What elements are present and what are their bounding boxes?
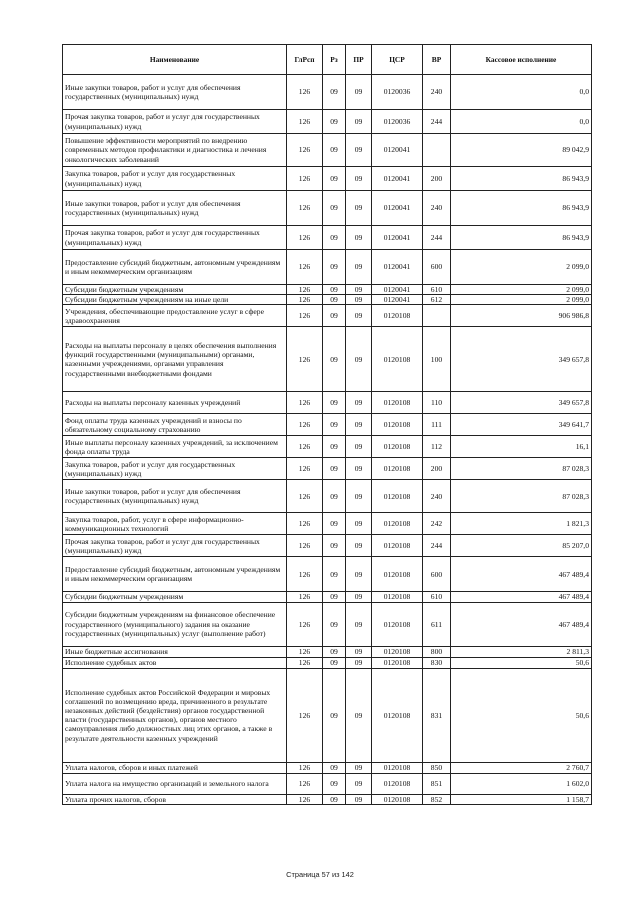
cell-amount: 1 158,7: [451, 794, 592, 804]
header-csr: ЦСР: [372, 45, 423, 75]
cell-rz: 09: [323, 134, 346, 167]
cell-rz: 09: [323, 327, 346, 392]
cell-amount: 349 657,8: [451, 392, 592, 414]
cell-glrsp: 126: [287, 110, 323, 134]
cell-pr: 09: [346, 191, 372, 226]
header-amount: Кассовое исполнение: [451, 45, 592, 75]
cell-name: Фонд оплаты труда казенных учреждений и взносы по обязательному социальному страхованию: [63, 414, 287, 436]
cell-glrsp: 126: [287, 557, 323, 592]
cell-glrsp: 126: [287, 167, 323, 191]
cell-vr: 610: [423, 592, 451, 602]
header-pr: ПР: [346, 45, 372, 75]
cell-vr: 244: [423, 535, 451, 557]
cell-glrsp: 126: [287, 794, 323, 804]
cell-vr: 611: [423, 602, 451, 646]
cell-csr: 0120108: [372, 557, 423, 592]
table-row: [63, 134, 592, 167]
cell-rz: 09: [323, 668, 346, 762]
cell-amount: 86 943,9: [451, 167, 592, 191]
table-row: [63, 668, 592, 762]
cell-vr: 600: [423, 557, 451, 592]
cell-amount: 467 489,4: [451, 557, 592, 592]
cell-vr: 600: [423, 250, 451, 285]
cell-pr: 09: [346, 226, 372, 250]
table-row: [63, 657, 592, 668]
cell-csr: 0120041: [372, 134, 423, 167]
cell-vr: 200: [423, 167, 451, 191]
cell-name: Закупка товаров, работ, услуг в сфере информационно-коммуникационных технологий: [63, 513, 287, 535]
cell-amount: 16,1: [451, 436, 592, 458]
table-row: [63, 392, 592, 414]
cell-name: Иные выплаты персоналу казенных учреждений, за исключением фонда оплаты труда: [63, 436, 287, 458]
cell-amount: 1 821,3: [451, 513, 592, 535]
cell-vr: 612: [423, 295, 451, 305]
cell-amount: 467 489,4: [451, 602, 592, 646]
cell-csr: 0120108: [372, 392, 423, 414]
cell-csr: 0120041: [372, 295, 423, 305]
cell-glrsp: 126: [287, 134, 323, 167]
cell-csr: 0120108: [372, 657, 423, 668]
cell-glrsp: 126: [287, 535, 323, 557]
cell-pr: 09: [346, 557, 372, 592]
cell-rz: 09: [323, 295, 346, 305]
cell-pr: 09: [346, 535, 372, 557]
cell-rz: 09: [323, 414, 346, 436]
cell-name: Иные бюджетные ассигнования: [63, 646, 287, 657]
cell-amount: 87 028,3: [451, 458, 592, 480]
cell-csr: 0120041: [372, 226, 423, 250]
cell-name: Предоставление субсидий бюджетным, автономным учреждениям и иным некоммерческим организациям: [63, 557, 287, 592]
cell-rz: 09: [323, 226, 346, 250]
cell-csr: 0120108: [372, 414, 423, 436]
cell-name: Уплата налога на имущество организаций и земельного налога: [63, 773, 287, 794]
cell-name: Субсидии бюджетным учреждениям: [63, 592, 287, 602]
table-row: [63, 250, 592, 285]
cell-pr: 09: [346, 592, 372, 602]
table-row: [63, 327, 592, 392]
cell-glrsp: 126: [287, 305, 323, 327]
cell-glrsp: 126: [287, 414, 323, 436]
cell-pr: 09: [346, 773, 372, 794]
cell-glrsp: 126: [287, 480, 323, 513]
cell-csr: 0120108: [372, 305, 423, 327]
cell-rz: 09: [323, 305, 346, 327]
cell-name: Расходы на выплаты персоналу в целях обеспечения выполнения функций государственными (муниципальными) органами, казенными учреждениями, органами управления государственными внебюджетными фондами: [63, 327, 287, 392]
cell-amount: 50,6: [451, 668, 592, 762]
cell-rz: 09: [323, 762, 346, 773]
cell-name: Прочая закупка товаров, работ и услуг для государственных (муниципальных) нужд: [63, 110, 287, 134]
cell-pr: 09: [346, 602, 372, 646]
cell-vr: 240: [423, 480, 451, 513]
table-row: [63, 285, 592, 295]
cell-csr: 0120108: [372, 668, 423, 762]
table-body: [63, 75, 592, 805]
cell-pr: 09: [346, 250, 372, 285]
cell-pr: 09: [346, 75, 372, 110]
cell-glrsp: 126: [287, 75, 323, 110]
cell-amount: 906 986,8: [451, 305, 592, 327]
cell-vr: [423, 305, 451, 327]
cell-vr: [423, 134, 451, 167]
cell-rz: 09: [323, 110, 346, 134]
cell-amount: 2 099,0: [451, 285, 592, 295]
page-number: Страница 57 из 142: [286, 870, 354, 879]
cell-name: Субсидии бюджетным учреждениям: [63, 285, 287, 295]
table-row: [63, 513, 592, 535]
cell-vr: 200: [423, 458, 451, 480]
cell-csr: 0120036: [372, 75, 423, 110]
cell-rz: 09: [323, 75, 346, 110]
cell-csr: 0120108: [372, 794, 423, 804]
cell-vr: 800: [423, 646, 451, 657]
cell-csr: 0120108: [372, 592, 423, 602]
table-row: [63, 436, 592, 458]
cell-glrsp: 126: [287, 191, 323, 226]
cell-glrsp: 126: [287, 250, 323, 285]
table-row: [63, 592, 592, 602]
table-row: [63, 458, 592, 480]
cell-pr: 09: [346, 305, 372, 327]
table-row: [63, 75, 592, 110]
cell-amount: 0,0: [451, 110, 592, 134]
cell-vr: 240: [423, 191, 451, 226]
cell-rz: 09: [323, 436, 346, 458]
cell-amount: 89 042,9: [451, 134, 592, 167]
table-header-row: [63, 45, 592, 75]
cell-vr: 244: [423, 226, 451, 250]
cell-pr: 09: [346, 762, 372, 773]
header-name: Наименование: [63, 45, 287, 75]
cell-name: Уплата прочих налогов, сборов: [63, 794, 287, 804]
cell-pr: 09: [346, 295, 372, 305]
cell-rz: 09: [323, 773, 346, 794]
table-row: [63, 480, 592, 513]
header-vr: ВР: [423, 45, 451, 75]
cell-rz: 09: [323, 392, 346, 414]
cell-pr: 09: [346, 436, 372, 458]
cell-name: Прочая закупка товаров, работ и услуг для государственных (муниципальных) нужд: [63, 226, 287, 250]
cell-csr: 0120108: [372, 535, 423, 557]
table-row: [63, 110, 592, 134]
cell-pr: 09: [346, 668, 372, 762]
table-row: [63, 414, 592, 436]
cell-name: Повышение эффективности мероприятий по внедрению современных методов профилактики и диагностика и лечения онкологических заболеваний: [63, 134, 287, 167]
cell-vr: 850: [423, 762, 451, 773]
cell-rz: 09: [323, 794, 346, 804]
cell-name: Учреждения, обеспечивающие предоставление услуг в сфере здравоохранения: [63, 305, 287, 327]
cell-csr: 0120108: [372, 436, 423, 458]
cell-pr: 09: [346, 110, 372, 134]
cell-glrsp: 126: [287, 513, 323, 535]
cell-vr: 851: [423, 773, 451, 794]
cell-pr: 09: [346, 392, 372, 414]
cell-amount: 0,0: [451, 75, 592, 110]
cell-amount: 349 657,8: [451, 327, 592, 392]
cell-name: Расходы на выплаты персоналу казенных учреждений: [63, 392, 287, 414]
cell-amount: 86 943,9: [451, 226, 592, 250]
cell-glrsp: 126: [287, 436, 323, 458]
cell-csr: 0120108: [372, 513, 423, 535]
cell-rz: 09: [323, 602, 346, 646]
cell-amount: 85 207,0: [451, 535, 592, 557]
cell-pr: 09: [346, 285, 372, 295]
table-row: [63, 646, 592, 657]
cell-glrsp: 126: [287, 295, 323, 305]
cell-name: Закупка товаров, работ и услуг для государственных (муниципальных) нужд: [63, 167, 287, 191]
cell-glrsp: 126: [287, 285, 323, 295]
cell-name: Иные закупки товаров, работ и услуг для обеспечения государственных (муниципальных) нужд: [63, 75, 287, 110]
cell-name: Субсидии бюджетным учреждениям на финансовое обеспечение государственного (муниципального) задания на оказание государственных (муниципальных) услуг (выполнение работ): [63, 602, 287, 646]
cell-pr: 09: [346, 480, 372, 513]
cell-glrsp: 126: [287, 392, 323, 414]
cell-vr: 610: [423, 285, 451, 295]
cell-vr: 111: [423, 414, 451, 436]
cell-pr: 09: [346, 458, 372, 480]
cell-name: Предоставление субсидий бюджетным, автономным учреждениям и иным некоммерческим организациям: [63, 250, 287, 285]
cell-pr: 09: [346, 646, 372, 657]
table-row: [63, 191, 592, 226]
table-row: [63, 557, 592, 592]
cell-name: Исполнение судебных актов Российской Федерации и мировых соглашений по возмещению вреда, причиненного в результате незаконных действий (бездействия) органов государственной власти (государственных органов), органов местного самоуправления либо должностных лиц этих органов, а также в результате деятельности казенных учреждений: [63, 668, 287, 762]
cell-rz: 09: [323, 458, 346, 480]
cell-amount: 2 811,3: [451, 646, 592, 657]
cell-amount: 2 760,7: [451, 762, 592, 773]
cell-vr: 830: [423, 657, 451, 668]
cell-rz: 09: [323, 657, 346, 668]
cell-pr: 09: [346, 327, 372, 392]
cell-rz: 09: [323, 167, 346, 191]
cell-glrsp: 126: [287, 592, 323, 602]
cell-pr: 09: [346, 794, 372, 804]
table-row: [63, 794, 592, 804]
cell-name: Исполнение судебных актов: [63, 657, 287, 668]
table-row: [63, 305, 592, 327]
cell-csr: 0120108: [372, 762, 423, 773]
cell-rz: 09: [323, 513, 346, 535]
cell-pr: 09: [346, 414, 372, 436]
header-rz: Рз: [323, 45, 346, 75]
table-row: [63, 535, 592, 557]
cell-name: Иные закупки товаров, работ и услуг для обеспечения государственных (муниципальных) нужд: [63, 480, 287, 513]
cell-rz: 09: [323, 250, 346, 285]
cell-rz: 09: [323, 646, 346, 657]
cell-csr: 0120108: [372, 602, 423, 646]
table-row: [63, 167, 592, 191]
cell-amount: 349 641,7: [451, 414, 592, 436]
cell-amount: 2 099,0: [451, 295, 592, 305]
cell-name: Уплата налогов, сборов и иных платежей: [63, 762, 287, 773]
cell-csr: 0120041: [372, 167, 423, 191]
cell-pr: 09: [346, 134, 372, 167]
cell-name: Прочая закупка товаров, работ и услуг для государственных (муниципальных) нужд: [63, 535, 287, 557]
cell-csr: 0120108: [372, 458, 423, 480]
cell-amount: 86 943,9: [451, 191, 592, 226]
cell-rz: 09: [323, 285, 346, 295]
cell-amount: 50,6: [451, 657, 592, 668]
cell-rz: 09: [323, 480, 346, 513]
budget-execution-table: [62, 44, 592, 805]
cell-vr: 831: [423, 668, 451, 762]
cell-vr: 240: [423, 75, 451, 110]
cell-glrsp: 126: [287, 327, 323, 392]
cell-name: Иные закупки товаров, работ и услуг для обеспечения государственных (муниципальных) нужд: [63, 191, 287, 226]
cell-csr: 0120108: [372, 480, 423, 513]
cell-csr: 0120108: [372, 773, 423, 794]
cell-rz: 09: [323, 535, 346, 557]
cell-vr: 242: [423, 513, 451, 535]
table-row: [63, 226, 592, 250]
cell-csr: 0120036: [372, 110, 423, 134]
cell-csr: 0120108: [372, 646, 423, 657]
cell-name: Закупка товаров, работ и услуг для государственных (муниципальных) нужд: [63, 458, 287, 480]
cell-csr: 0120041: [372, 250, 423, 285]
cell-glrsp: 126: [287, 458, 323, 480]
cell-glrsp: 126: [287, 668, 323, 762]
cell-glrsp: 126: [287, 773, 323, 794]
cell-amount: 467 489,4: [451, 592, 592, 602]
cell-csr: 0120041: [372, 191, 423, 226]
cell-rz: 09: [323, 592, 346, 602]
cell-glrsp: 126: [287, 646, 323, 657]
cell-vr: 100: [423, 327, 451, 392]
cell-glrsp: 126: [287, 226, 323, 250]
cell-pr: 09: [346, 513, 372, 535]
cell-glrsp: 126: [287, 602, 323, 646]
cell-amount: 1 602,0: [451, 773, 592, 794]
cell-amount: 87 028,3: [451, 480, 592, 513]
cell-vr: 244: [423, 110, 451, 134]
table-row: [63, 762, 592, 773]
cell-amount: 2 099,0: [451, 250, 592, 285]
cell-rz: 09: [323, 557, 346, 592]
cell-name: Субсидии бюджетным учреждениям на иные цели: [63, 295, 287, 305]
cell-glrsp: 126: [287, 657, 323, 668]
cell-vr: 852: [423, 794, 451, 804]
header-glrsp: ГлРсп: [287, 45, 323, 75]
cell-csr: 0120108: [372, 327, 423, 392]
table-row: [63, 773, 592, 794]
cell-pr: 09: [346, 167, 372, 191]
cell-csr: 0120041: [372, 285, 423, 295]
cell-rz: 09: [323, 191, 346, 226]
table-row: [63, 295, 592, 305]
cell-vr: 112: [423, 436, 451, 458]
cell-glrsp: 126: [287, 762, 323, 773]
cell-pr: 09: [346, 657, 372, 668]
table-row: [63, 602, 592, 646]
cell-vr: 110: [423, 392, 451, 414]
